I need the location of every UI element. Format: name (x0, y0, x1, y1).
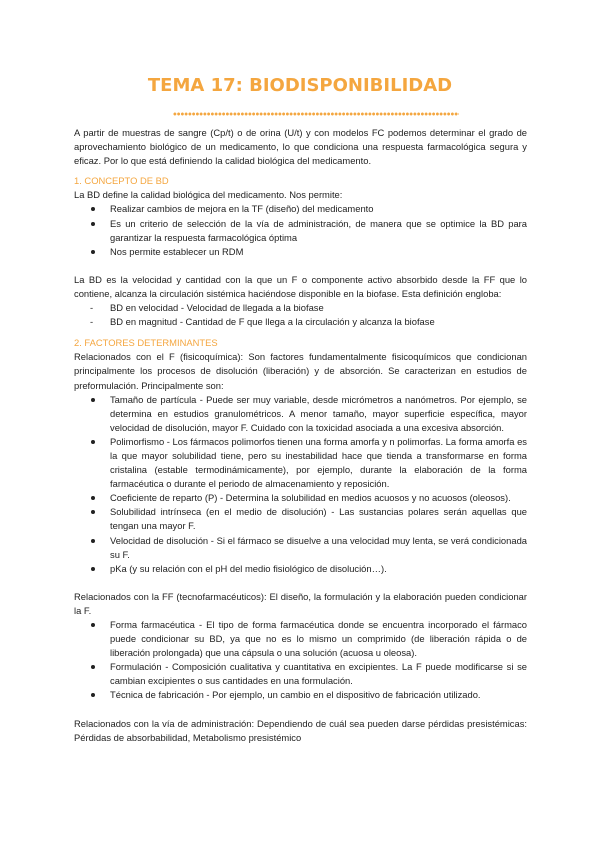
tecnofarmaceuticos-paragraph: Relacionados con la FF (tecnofarmacéuticos): El diseño, la formulación y la elaboración pueden condicionar la F. (74, 590, 527, 616)
section1-lead: La BD define la calidad biológica del medicamento. Nos permite: (74, 189, 343, 201)
section1-dash-list (74, 301, 527, 329)
section-heading-concepto: 1. CONCEPTO DE BD (74, 175, 169, 187)
list-item: Nos permite establecer un RDM (74, 245, 527, 259)
list-item: Es un criterio de selección de la vía de administración, de manera que se optimice la BD para garantizar la respuesta farmacológica óptima (74, 217, 527, 245)
list-item: Velocidad de disolución - Si el fármaco se disuelve a una velocidad muy lenta, se verá condicionada su F. (74, 534, 527, 562)
via-administracion-paragraph: Relacionados con la vía de administración: Dependiendo de cuál sea pueden darse pérdidas presistémicas: Pérdidas de absorbabilidad, Metabolismo presistémico (74, 717, 527, 743)
list-item: Solubilidad intrínseca (en el medio de disolución) - Las sustancias polares serán aquellas que tengan una mayor F. (74, 505, 527, 533)
list-item: Forma farmacéutica - El tipo de forma farmacéutica donde se encuentra incorporado el fármaco puede condicionar su BD, ya que no es lo mismo un comprimido (de liberación rápida o de liberación prolongada) que una cápsula o una solución (acuosa u oleosa). (74, 618, 527, 660)
title-dotted-divider (173, 112, 459, 116)
list-item: - BD en velocidad - Velocidad de llegada a la biofase (74, 301, 527, 315)
section1-bullet-list (74, 202, 527, 258)
list-item: Polimorfismo - Los fármacos polimorfos tienen una forma amorfa y n polimorfas. La forma amorfa es la que mayor solubilidad tiene, pero su inestabilidad hace que tienda a transformarse en forma cristalina (estable termodinámicamente), por ejemplo, durante la elaboración de la forma farmacéutica o durante el periodo de almacenamiento y reposición. (74, 435, 527, 491)
intro-paragraph: A partir de muestras de sangre (Cp/t) o de orina (U/t) y con modelos FC podemos determinar el grado de aprovechamiento biológico de un medicamento, lo que condiciona una respuesta farmacológica segura y eficaz. Por lo que está definiendo la calidad biológica del medicamento. (74, 127, 527, 167)
tecnofarmaceuticos-bullet-list (74, 618, 527, 703)
list-item: Formulación - Composición cualitativa y cuantitativa en excipientes. La F puede modificarse si se cambian excipientes o sus cantidades en una formulación. (74, 660, 527, 688)
list-item: Coeficiente de reparto (P) - Determina la solubilidad en medios acuosos y no acuosos (oleosos). (74, 491, 527, 505)
list-item: - BD en magnitud - Cantidad de F que llega a la circulación y alcanza la biofase (74, 315, 527, 329)
page-title: TEMA 17: BIODISPONIBILIDAD (147, 75, 453, 96)
section-heading-factores: 2. FACTORES DETERMINANTES (74, 337, 218, 349)
bd-definition-paragraph: La BD es la velocidad y cantidad con la que un F o componente activo absorbido desde la FF que lo contiene, alcanza la circulación sistémica haciéndose disponible en la biofase. Esta definición engloba: (74, 273, 527, 299)
fisicoquimica-bullet-list (74, 393, 527, 576)
list-item: Tamaño de partícula - Puede ser muy variable, desde micrómetros a nanómetros. Por ejemplo, se determina en estudios granulométricos. A menor tamaño, mayor superficie específica, mayor velocidad de disolución, mayor F. Cuidado con la toxicidad asociada a una excesiva absorción. (74, 393, 527, 435)
list-item: Técnica de fabricación - Por ejemplo, un cambio en el dispositivo de fabricación utilizado. (74, 688, 527, 702)
list-item: Realizar cambios de mejora en la TF (diseño) del medicamento (74, 202, 527, 216)
fisicoquimica-paragraph: Relacionados con el F (fisicoquímica): Son factores fundamentalmente fisicoquímicos que condicionan principalmente los procesos de disolución (liberación) y de absorción. Se caracterizan en estudios de preformulación. Principalmente son: (74, 351, 527, 391)
list-item: pKa (y su relación con el pH del medio fisiológico de disolución…). (74, 562, 527, 576)
document-body (74, 126, 527, 745)
